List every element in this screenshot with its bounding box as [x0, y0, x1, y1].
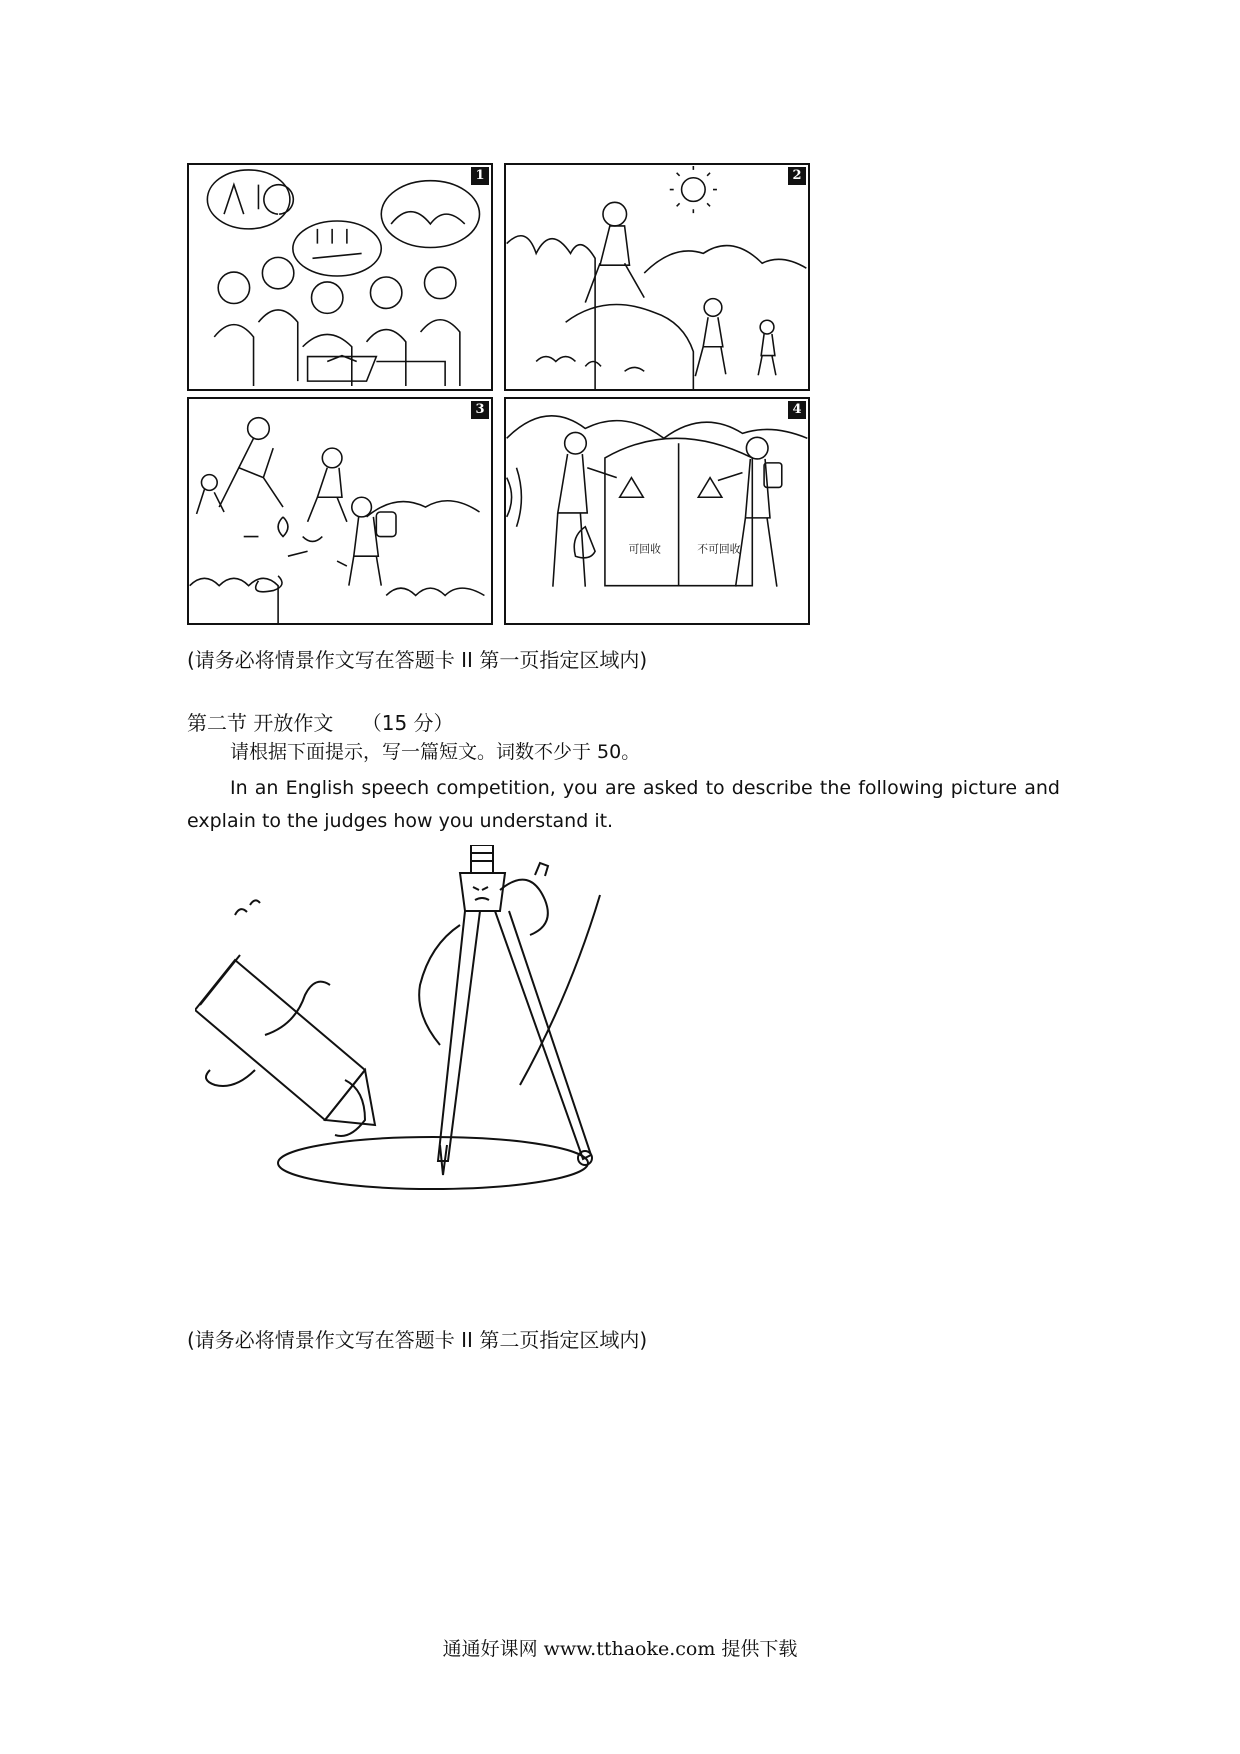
comic-panel-3 [187, 397, 493, 625]
answer-note-1: (请务必将情景作文写在答题卡 II 第一页指定区域内) [187, 648, 648, 672]
prompt-line-1: In an English speech competition, you are asked to describe the following picture and [230, 777, 1060, 799]
answer-note-2: (请务必将情景作文写在答题卡 II 第二页指定区域内) [187, 1328, 648, 1352]
section-2-score: （15 分） [361, 711, 454, 735]
writing-instruction: 请根据下面提示，写一篇短文。词数不少于 50。 [230, 741, 641, 763]
comic-panel-4 [504, 397, 810, 625]
comic-strip [187, 163, 810, 625]
compass-pencil-illustration [195, 845, 695, 1190]
recyclable-bin-label: 可回收 [628, 542, 661, 556]
panel-number-3: 3 [471, 401, 489, 419]
non-recyclable-bin-label: 不可回收 [697, 542, 741, 556]
compass-pencil-cartoon [195, 845, 695, 1190]
page-footer: 通通好课网 www.tthaoke.com 提供下载 [442, 1638, 798, 1660]
panel-number-2: 2 [788, 167, 806, 185]
english-prompt [187, 772, 1060, 838]
comic-panel-2 [504, 163, 810, 391]
prompt-line-2: explain to the judges how you understand it. [187, 810, 614, 832]
recycling-bins-illustration [506, 399, 808, 623]
panel-number-4: 4 [788, 401, 806, 419]
mountain-hiking-illustration [506, 165, 808, 389]
picking-up-litter-illustration [189, 399, 491, 623]
section-2-heading: 第二节 开放作文 [187, 711, 334, 735]
panel-number-1: 1 [471, 167, 489, 185]
classroom-scene-illustration [189, 165, 491, 389]
section-2-heading-line [187, 707, 454, 736]
comic-panel-1 [187, 163, 493, 391]
